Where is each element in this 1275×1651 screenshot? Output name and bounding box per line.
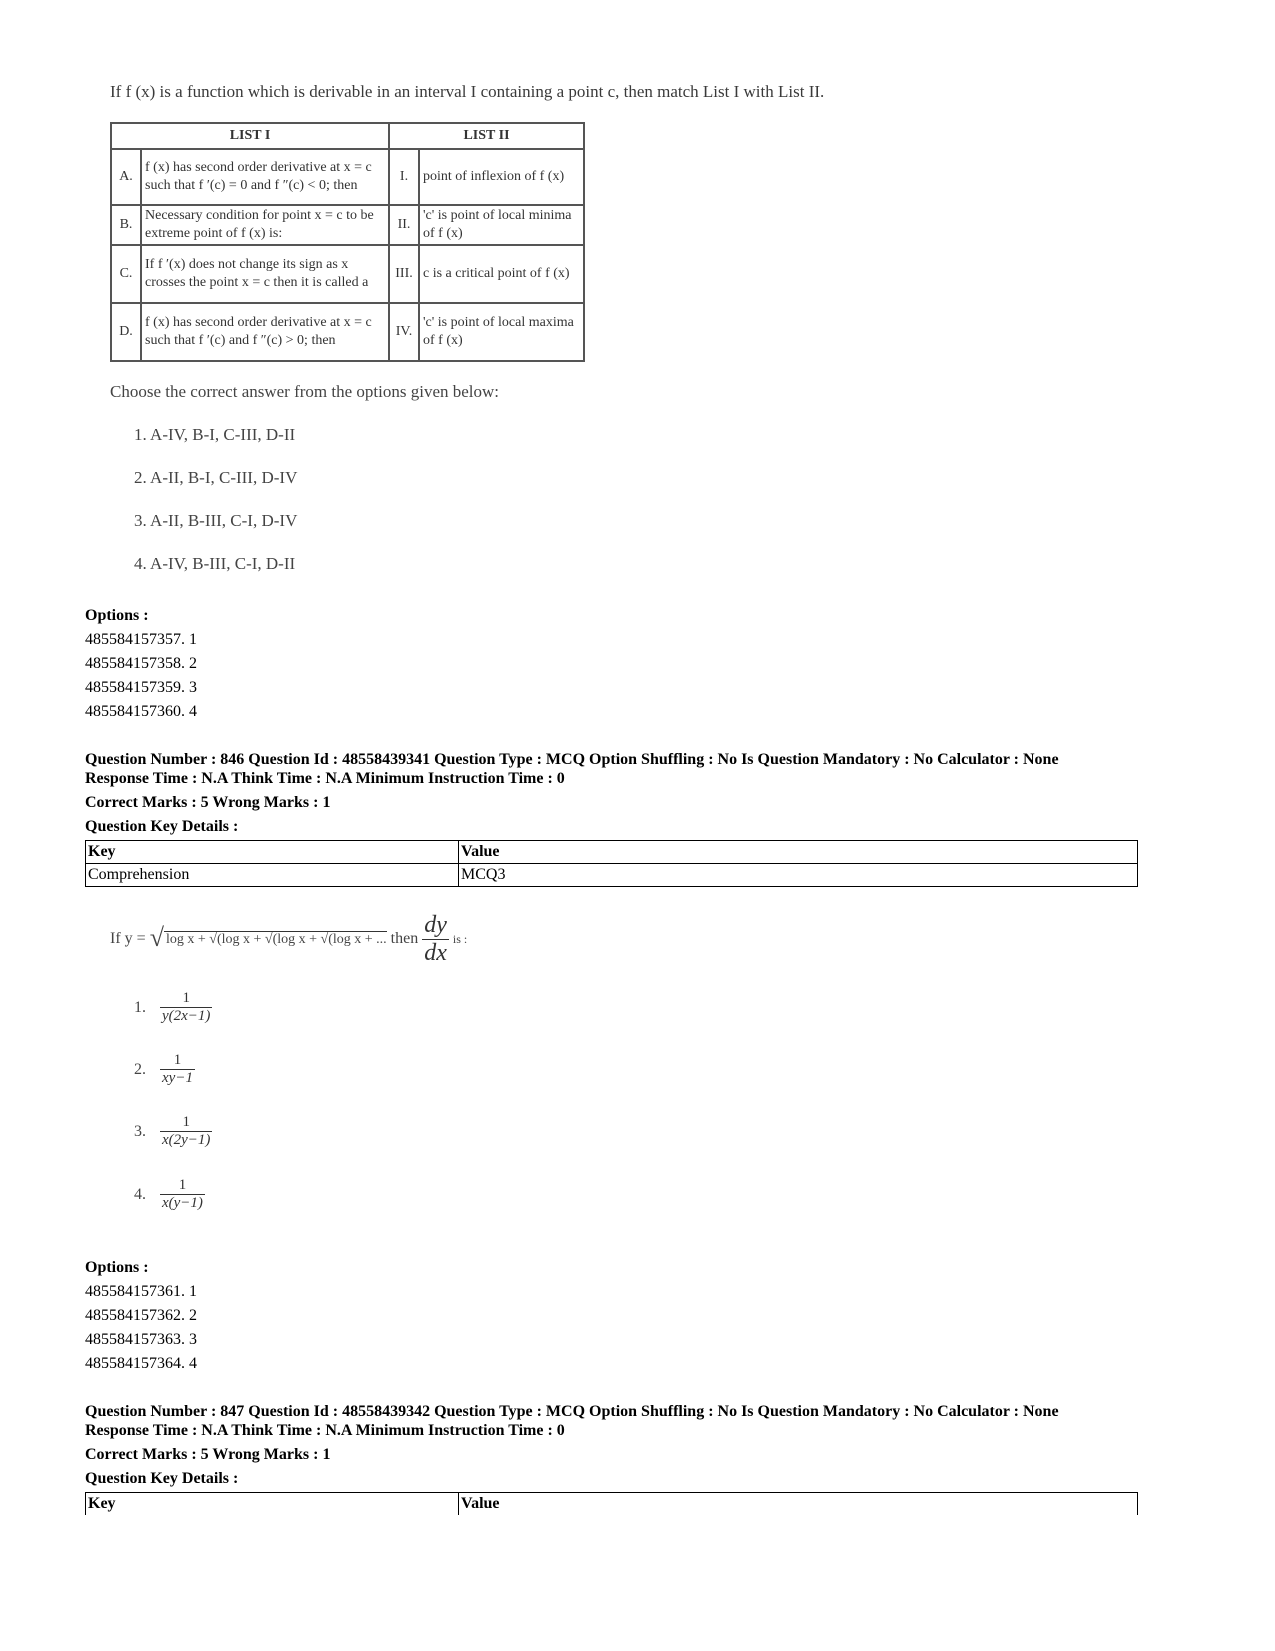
list1-cell: If f ′(x) does not change its sign as x crosses the point x = c then it is called a: [141, 245, 389, 303]
row-label: B.: [111, 205, 141, 245]
choice-fraction: [160, 1177, 205, 1212]
choice-3: 3. A-II, B-III, C-I, D-IV: [134, 511, 298, 530]
list1-cell: f (x) has second order derivative at x = c such that f ′(c) and f ″(c) > 0; then: [141, 303, 389, 361]
options-block: [85, 1256, 197, 1376]
choice-fraction: [160, 1114, 212, 1149]
fraction-denominator: dx: [424, 940, 447, 966]
row-label: D.: [111, 303, 141, 361]
list2-cell: c is a critical point of f (x): [419, 245, 584, 303]
roman-label: IV.: [389, 303, 419, 361]
derivative-fraction: [422, 912, 449, 967]
fraction-numerator: 1: [160, 990, 212, 1008]
option-id: 485584157360. 4: [85, 703, 197, 720]
choice-1: 1. A-IV, B-I, C-III, D-II: [134, 425, 296, 444]
value-cell: MCQ3: [459, 864, 1138, 887]
question-stem-846: [110, 912, 467, 967]
option-id: 485584157357. 1: [85, 631, 197, 648]
choice-2: 2. A-II, B-I, C-III, D-IV: [134, 468, 298, 487]
list2-cell: 'c' is point of local minima of f (x): [419, 205, 584, 245]
options-block: [85, 604, 197, 724]
stem-prefix: If y =: [110, 930, 146, 948]
choice-number: 3.: [134, 1122, 146, 1140]
question-meta-line2: Response Time : N.A Think Time : N.A Minimum Instruction Time : 0: [85, 1422, 565, 1439]
option-id: 485584157361. 1: [85, 1283, 197, 1300]
roman-label: I.: [389, 149, 419, 205]
choice-846-4: [134, 1177, 205, 1212]
value-header: Value: [459, 1493, 1138, 1516]
fraction-numerator: 1: [160, 1114, 212, 1132]
marks: Correct Marks : 5 Wrong Marks : 1: [85, 1446, 331, 1463]
key-cell: Comprehension: [86, 864, 459, 887]
list1-cell: f (x) has second order derivative at x = c such that f ′(c) = 0 and f ″(c) < 0; then: [141, 149, 389, 205]
options-label: Options :: [85, 1259, 149, 1276]
stem-then: then: [390, 930, 419, 948]
choice-fraction: [160, 990, 212, 1025]
choice-846-2: [134, 1052, 195, 1087]
question-meta-line1: Question Number : 846 Question Id : 48558439341 Question Type : MCQ Option Shuffling : No Is Question Mandatory : No Calculator : None: [85, 751, 1059, 768]
option-id: 485584157358. 2: [85, 655, 197, 672]
question-stem: If f (x) is a function which is derivable in an interval I containing a point c, then match List I with List II.: [110, 82, 825, 101]
question-meta-line2: Response Time : N.A Think Time : N.A Minimum Instruction Time : 0: [85, 770, 565, 787]
choice-846-1: [134, 990, 212, 1025]
option-id: 485584157364. 4: [85, 1355, 197, 1372]
fraction-denominator: x(2y−1): [162, 1132, 211, 1148]
question-meta-line1: Question Number : 847 Question Id : 48558439342 Question Type : MCQ Option Shuffling : No Is Question Mandatory : No Calculator : None: [85, 1403, 1059, 1420]
list1-header: LIST I: [111, 123, 389, 149]
choice-4: 4. A-IV, B-III, C-I, D-II: [134, 554, 296, 573]
key-details-label: Question Key Details :: [85, 818, 239, 835]
key-details-label: Question Key Details :: [85, 1470, 239, 1487]
choice-number: 4.: [134, 1185, 146, 1203]
fraction-numerator: 1: [160, 1177, 205, 1195]
choice-fraction: [160, 1052, 195, 1087]
list2-header: LIST II: [389, 123, 584, 149]
key-header: Key: [86, 841, 459, 864]
fraction-denominator: y(2x−1): [162, 1008, 211, 1024]
key-header: Key: [86, 1493, 459, 1516]
stem-radical: log x + √(log x + √(log x + √(log x + ...: [165, 932, 387, 948]
question-meta: [85, 750, 1059, 788]
fraction-numerator: 1: [160, 1052, 195, 1070]
row-label: C.: [111, 245, 141, 303]
fraction-denominator: xy−1: [162, 1070, 193, 1086]
row-label: A.: [111, 149, 141, 205]
list2-cell: point of inflexion of f (x): [419, 149, 584, 205]
list1-cell: Necessary condition for point x = c to be extreme point of f (x) is:: [141, 205, 389, 245]
stem-is: is :: [452, 932, 468, 947]
question-meta: [85, 1402, 1059, 1440]
key-details-table: [85, 1492, 1138, 1515]
radical-icon: √: [149, 923, 164, 953]
list2-cell: 'c' is point of local maxima of f (x): [419, 303, 584, 361]
options-label: Options :: [85, 607, 149, 624]
fraction-numerator: dy: [424, 912, 447, 938]
choice-number: 1.: [134, 998, 146, 1016]
option-id: 485584157362. 2: [85, 1307, 197, 1324]
choice-846-3: [134, 1114, 212, 1149]
match-table: [110, 122, 585, 362]
marks: Correct Marks : 5 Wrong Marks : 1: [85, 794, 331, 811]
option-id: 485584157359. 3: [85, 679, 197, 696]
choice-number: 2.: [134, 1060, 146, 1078]
roman-label: III.: [389, 245, 419, 303]
fraction-denominator: x(y−1): [162, 1195, 203, 1211]
roman-label: II.: [389, 205, 419, 245]
value-header: Value: [459, 841, 1138, 864]
choose-instruction: Choose the correct answer from the options given below:: [110, 382, 500, 401]
key-details-table: [85, 840, 1138, 887]
option-id: 485584157363. 3: [85, 1331, 197, 1348]
